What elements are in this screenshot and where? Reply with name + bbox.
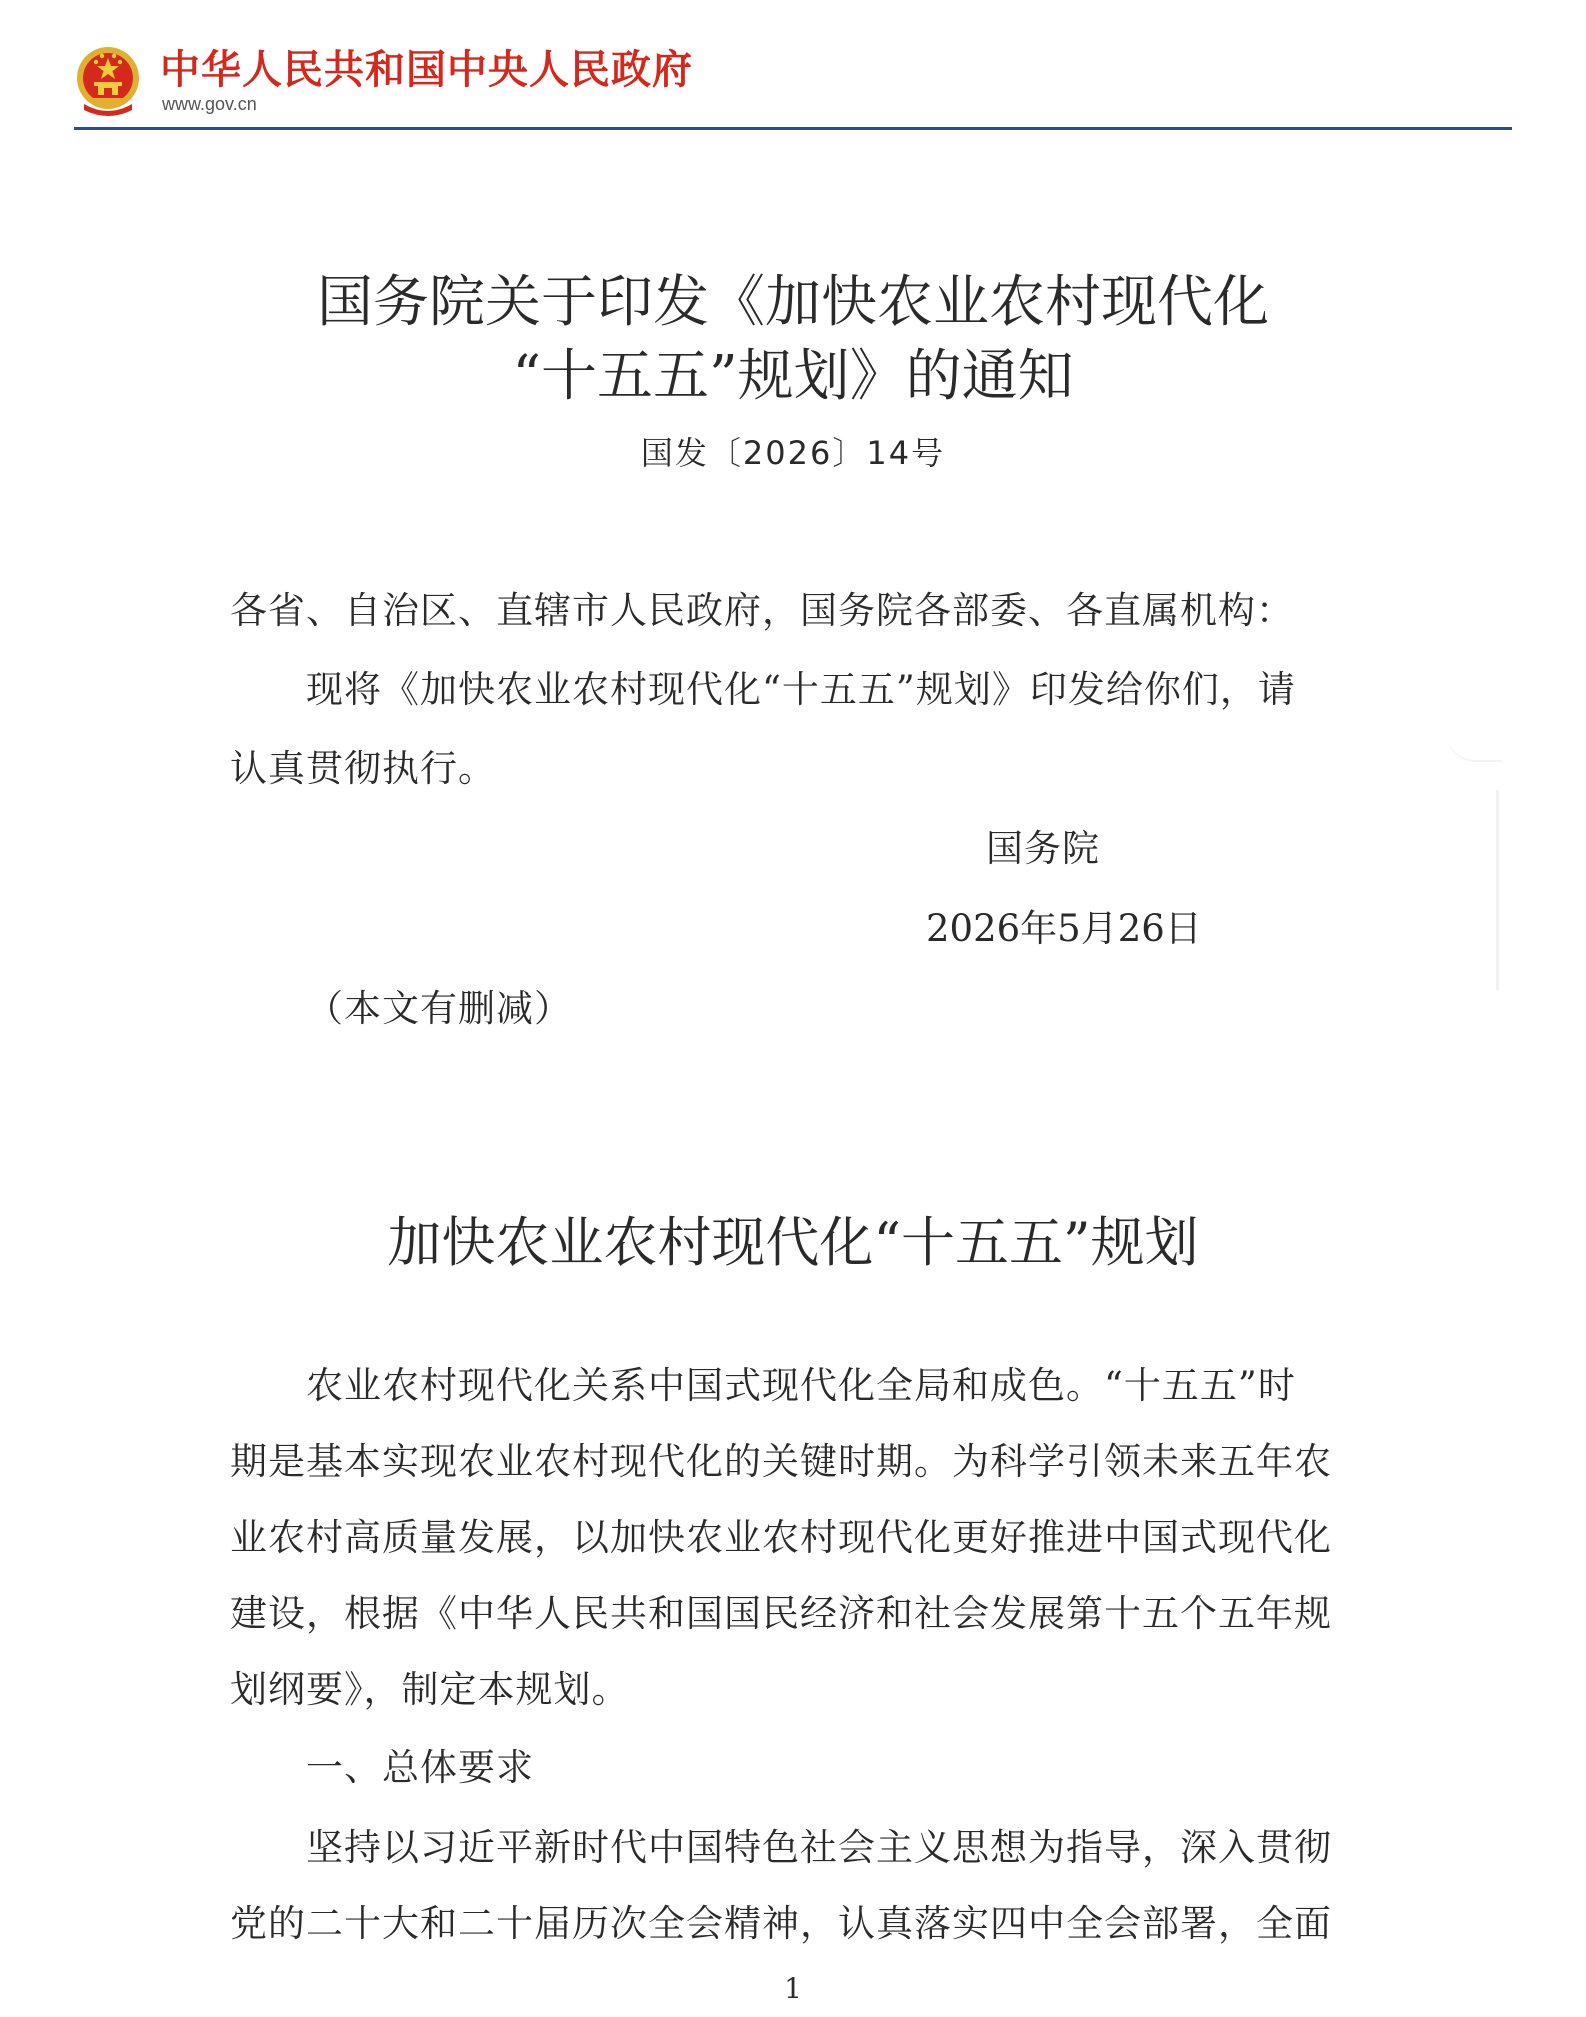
intro-line: 期是基本实现农业农村现代化的关键时期。为科学引领未来五年农 bbox=[230, 1440, 1332, 1483]
intro-line: 业农村高质量发展，以加快农业农村现代化更好推进中国式现代化 bbox=[230, 1516, 1332, 1559]
section-heading: 一、总体要求 bbox=[306, 1746, 534, 1789]
addressee: 各省、自治区、直辖市人民政府，国务院各部委、各直属机构： bbox=[230, 589, 1294, 632]
plan-title: 加快农业农村现代化“十五五”规划 bbox=[387, 1211, 1199, 1274]
scrollbar-track[interactable] bbox=[1496, 790, 1499, 990]
scroll-widget-edge bbox=[1446, 714, 1502, 762]
intro-line: 建设，根据《中华人民共和国国民经济和社会发展第十五个五年规 bbox=[230, 1592, 1332, 1635]
notice-body-line: 认真贯彻执行。 bbox=[230, 747, 496, 790]
site-url[interactable]: www.gov.cn bbox=[162, 94, 257, 114]
site-title[interactable]: 中华人民共和国中央人民政府 bbox=[160, 47, 693, 93]
section-line: 坚持以习近平新时代中国特色社会主义思想为指导，深入贯彻 bbox=[306, 1826, 1332, 1869]
intro-line: 农业农村现代化关系中国式现代化全局和成色。“十五五”时 bbox=[306, 1364, 1296, 1407]
abridged-note: （本文有删减） bbox=[306, 987, 572, 1030]
issuer: 国务院 bbox=[986, 827, 1100, 870]
intro-line: 划纲要》，制定本规划。 bbox=[230, 1668, 630, 1711]
page-number: 1 bbox=[784, 1972, 802, 2005]
section-line: 党的二十大和二十届历次全会精神，认真落实四中全会部署，全面 bbox=[230, 1902, 1332, 1945]
notice-title-line2: “十五五”规划》的通知 bbox=[512, 344, 1074, 409]
document-number: 国发〔2026〕14号 bbox=[640, 434, 946, 472]
issue-date: 2026年5月26日 bbox=[926, 907, 1202, 950]
national-emblem-icon bbox=[74, 44, 142, 118]
notice-title-line1: 国务院关于印发《加快农业农村现代化 bbox=[317, 270, 1269, 335]
header-divider bbox=[74, 127, 1512, 130]
notice-body-line: 现将《加快农业农村现代化“十五五”规划》印发给你们，请 bbox=[306, 668, 1296, 711]
site-header bbox=[0, 0, 1586, 135]
